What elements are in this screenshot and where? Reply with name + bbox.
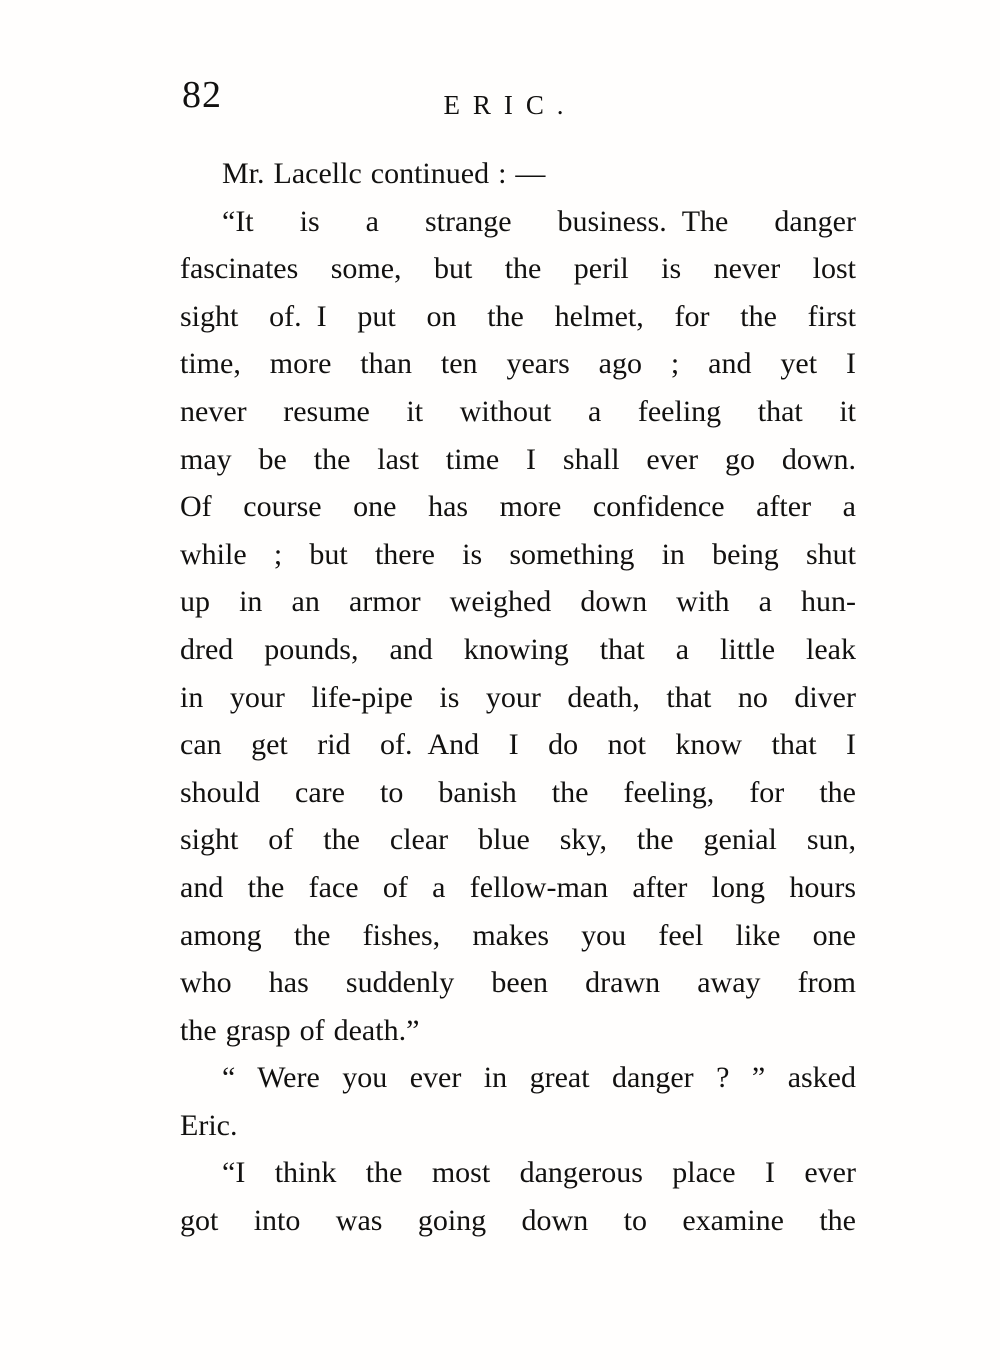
page-body xyxy=(180,150,856,1245)
text-line: sight of. I put on the helmet, for the first xyxy=(180,299,856,333)
text-line: dred pounds, and knowing that a little leak xyxy=(180,632,856,666)
text-line: while ; but there is something in being shut xyxy=(180,537,856,571)
text-line: may be the last time I shall ever go down. xyxy=(180,442,856,476)
text-line: Mr. Lacellc continued : — xyxy=(222,157,546,190)
text-line: “It is a strange business. The danger xyxy=(222,204,856,238)
text-line: in your life-pipe is your death, that no diver xyxy=(180,680,856,714)
text-line: can get rid of. And I do not know that I xyxy=(180,728,856,762)
text-line: should care to banish the feeling, for the xyxy=(180,775,856,809)
text-line: sight of the clear blue sky, the genial sun, xyxy=(180,823,856,857)
text-line: up in an armor weighed down with a hun- xyxy=(180,585,856,619)
text-line: among the fishes, makes you feel like one xyxy=(180,918,856,952)
text-line: “I think the most dangerous place I ever xyxy=(222,1156,856,1190)
text-line: “ Were you ever in great danger ? ” asked xyxy=(222,1061,856,1095)
text-line: fascinates some, but the peril is never lost xyxy=(180,252,856,286)
text-line: Of course one has more confidence after a xyxy=(180,490,856,524)
text-line: who has suddenly been drawn away from xyxy=(180,966,856,1000)
running-title: ERIC. xyxy=(443,90,577,120)
text-line: Eric. xyxy=(180,1108,238,1142)
text-line: the grasp of death.” xyxy=(180,1013,420,1047)
page-header xyxy=(0,0,1000,140)
text-line: time, more than ten years ago ; and yet I xyxy=(180,347,856,381)
page-number: 82 xyxy=(182,74,222,116)
text-line: never resume it without a feeling that it xyxy=(180,394,856,428)
text-line: and the face of a fellow-man after long hours xyxy=(180,870,856,904)
text-line: got into was going down to examine the xyxy=(180,1204,856,1238)
